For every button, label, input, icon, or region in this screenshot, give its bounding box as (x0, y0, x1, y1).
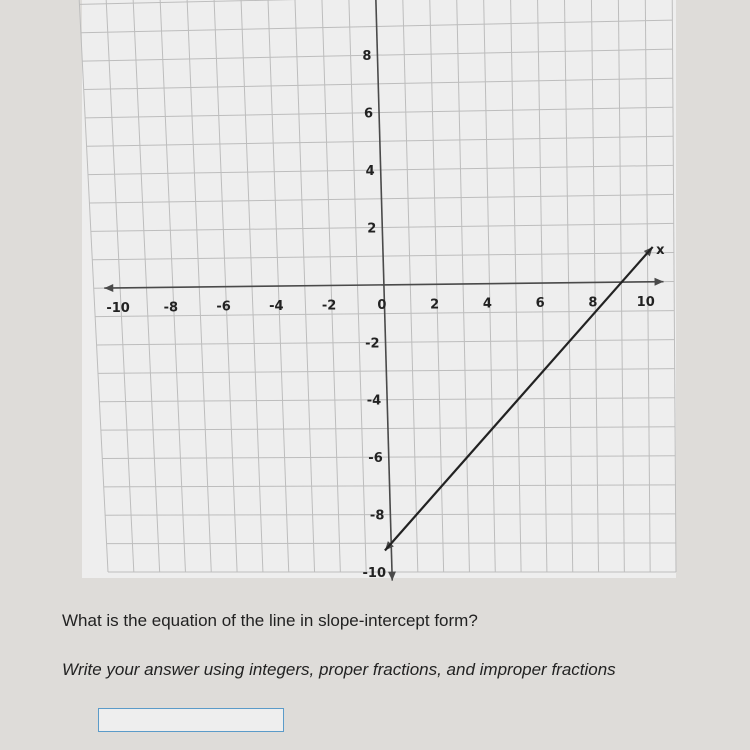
y-tick-label: -2 (365, 336, 380, 352)
x-tick-label: -6 (216, 299, 231, 315)
question-text: What is the equation of the line in slope-intercept form? (62, 611, 478, 630)
y-tick-label: 6 (364, 106, 374, 122)
x-tick-label: -4 (269, 299, 284, 315)
answer-input[interactable] (98, 708, 284, 732)
x-axis-label: x (656, 243, 665, 259)
x-tick-label: 4 (482, 296, 492, 312)
x-tick-label: -10 (106, 300, 130, 316)
x-tick-label: -8 (163, 300, 179, 316)
x-tick-label: 10 (636, 294, 655, 310)
y-tick-label: -8 (369, 508, 385, 524)
y-tick-label: -10 (362, 566, 386, 581)
y-tick-label: 8 (362, 49, 372, 65)
y-tick-label: -6 (368, 451, 383, 467)
y-tick-label: -4 (366, 393, 382, 409)
x-tick-label: 6 (535, 296, 545, 312)
x-tick-label: 8 (588, 295, 598, 311)
x-tick-label: 2 (430, 297, 440, 313)
x-tick-label: -2 (321, 298, 337, 314)
y-tick-label: 2 (367, 221, 377, 237)
x-tick-label: 0 (377, 297, 387, 313)
y-tick-label: 4 (365, 164, 375, 179)
instruction-text: Write your answer using integers, proper fractions, and improper fractions (62, 660, 616, 679)
